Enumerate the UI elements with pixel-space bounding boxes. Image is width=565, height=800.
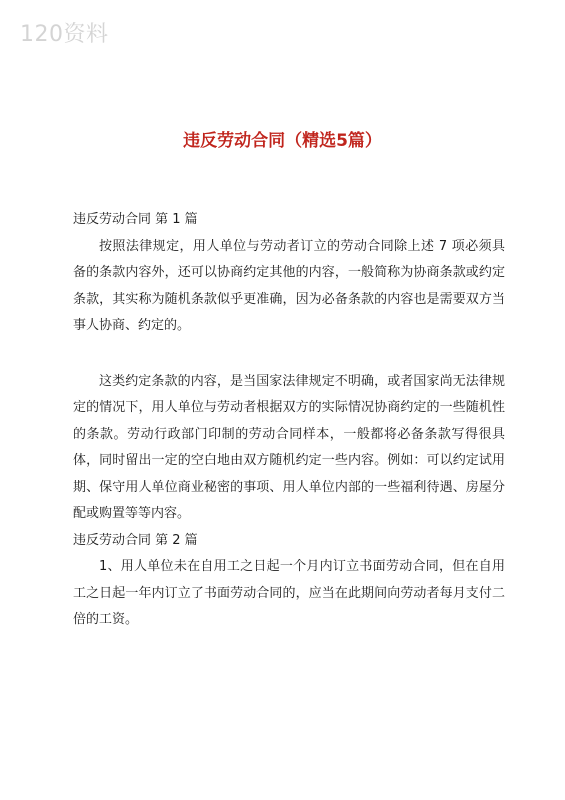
document-title: 违反劳动合同（精选5篇） bbox=[183, 131, 382, 151]
section-heading-2: 违反劳动合同 第 2 篇 bbox=[73, 532, 198, 548]
section-1-paragraph-1: 按照法律规定，用人单位与劳动者订立的劳动合同除上述 7 项必须具备的条款内容外，还可以协商约定其他的内容，一般简称为协商条款或约定条款，其实称为随机条款似乎更准确，因为必备条款的内容也是需要双方当事人协商、约定的。 bbox=[73, 238, 505, 333]
section-heading-1: 违反劳动合同 第 1 篇 bbox=[73, 212, 198, 227]
section-1-paragraph-2: 这类约定条款的内容，是当国家法律规定不明确，或者国家尚无法律规定的情况下，用人单位与劳动者根据双方的实际情况协商约定的一些随机性的条款。劳动行政部门印制的劳动合同样本，一般都将必备条款写得很具体，同时留出一定的空白地由双方随机约定一些内容。例如：可以约定试用期、保守用人单位商业秘密的事项、用人单位内部的一些福利待遇、房屋分配或购置等等内容。 bbox=[73, 373, 505, 521]
document-body bbox=[73, 207, 505, 634]
watermark: 120资料 bbox=[20, 22, 109, 47]
section-2-paragraph-1: 1、用人单位未在自用工之日起一个月内订立书面劳动合同，但在自用工之日起一年内订立了书面劳动合同的，应当在此期间向劳动者每月支付二倍的工资。 bbox=[73, 559, 505, 627]
